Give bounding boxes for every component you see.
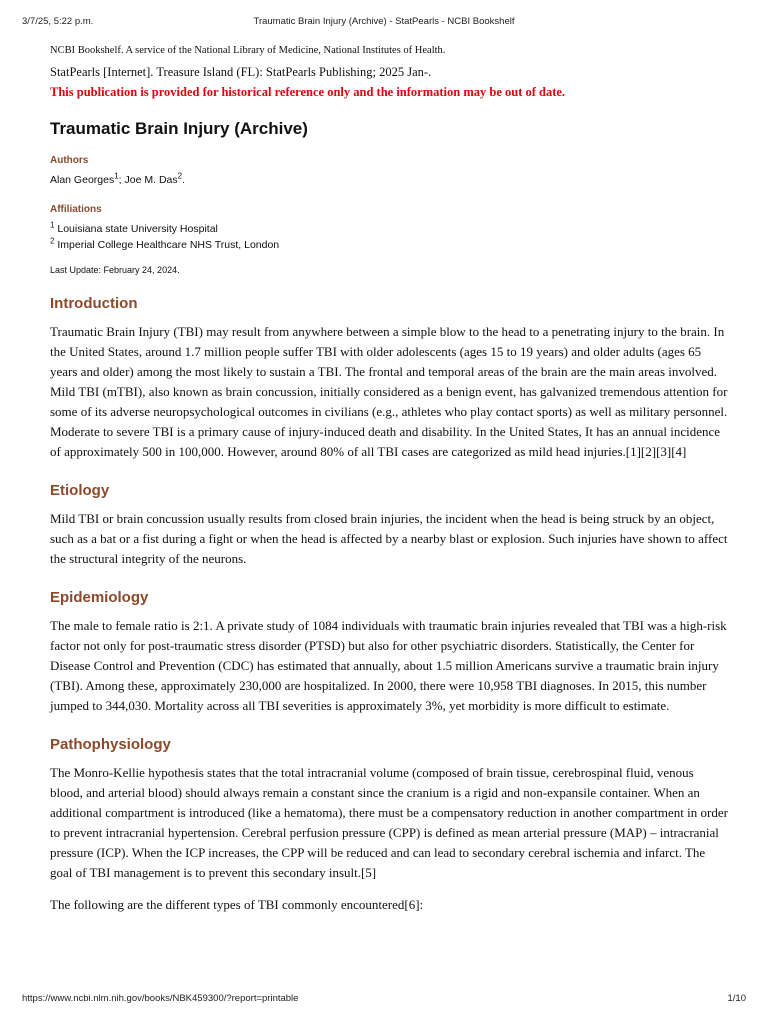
- document-content: [50, 45, 728, 915]
- page-number: 1/10: [727, 993, 746, 1004]
- print-date: 3/7/25, 5:22 p.m.: [22, 16, 94, 27]
- introduction-paragraph: Traumatic Brain Injury (TBI) may result from anywhere between a simple blow to the head to a penetrating injury to the brain. In the United States, around 1.7 million people suffer TBI with older adolescents (ages 15 to 19 years) and older adults (ages 65 years and older) among the most likely to sustain a TBI. The frontal and temporal areas of the brain are the main areas involved. Mild TBI (mTBI), also known as brain concussion, initially considered as a benign event, has galvanized tremendous attention for some of its adverse neuropsychological outcomes in civilians (e.g., athletes who play contact sports) as well as military personnel. Moderate to severe TBI is a primary cause of injury-induced death and disability. In the United States, It has an annual incidence of approximately 500 in 100,000. However, around 80% of all TBI cases are categorized as mild head injuries.[1][2][3][4]: [50, 324, 728, 459]
- affiliation-number: 2: [50, 236, 55, 246]
- author-name[interactable]: Joe M. Das: [124, 174, 178, 186]
- epidemiology-paragraph: The male to female ratio is 2:1. A private study of 1084 individuals with traumatic brain injuries revealed that TBI was a high-risk factor not only for post-traumatic stress disorder (PTSD) but also for other psychiatric disorders. Statistically, the Center for Disease Control and Prevention (CDC) has estimated that annually, about 1.5 million Americans survive a traumatic brain injury (TBI). Among these, approximately 230,000 are hospitalized. In 2000, there were 10,958 TBI diagnoses. In 2015, this number jumped to 344,030. Mortality across all TBI severities is approximately 3%, yet morbidity is more difficult to estimate.: [50, 618, 727, 713]
- author-separator: ;: [118, 174, 125, 186]
- author-affiliation-ref[interactable]: 2: [177, 171, 183, 181]
- authors-list: [50, 172, 728, 188]
- etiology-paragraph: Mild TBI or brain concussion usually results from closed brain injuries, the incident when the head is being struck by an object, such as a bat or a fist during a fight or when the head is affected by a nearby blast or explosion. Such injuries have shown to affect the structural integrity of the neurons.: [50, 511, 728, 566]
- affiliation-item: [50, 237, 728, 253]
- last-update: Last Update: February 24, 2024.: [50, 265, 180, 275]
- authors-label: Authors: [50, 155, 89, 166]
- author-name[interactable]: Alan Georges: [50, 174, 115, 186]
- etiology-heading: Etiology: [50, 482, 110, 499]
- tbi-types-intro-paragraph: The following are the different types of TBI commonly encountered[6]:: [50, 897, 424, 912]
- affiliation-text: Imperial College Healthcare NHS Trust, London: [54, 239, 280, 251]
- affiliations-list: [50, 221, 728, 253]
- pathophysiology-heading: Pathophysiology: [50, 736, 171, 753]
- document-title: Traumatic Brain Injury (Archive): [50, 119, 308, 138]
- affiliation-number: 1: [50, 220, 55, 230]
- print-page-title: Traumatic Brain Injury (Archive) - StatPearls - NCBI Bookshelf: [253, 16, 515, 27]
- author-separator: .: [182, 174, 185, 186]
- affiliations-label: Affiliations: [50, 204, 102, 215]
- bookshelf-line: NCBI Bookshelf. A service of the National Library of Medicine, National Institutes of Health.: [50, 45, 446, 56]
- print-url: https://www.ncbi.nlm.nih.gov/books/NBK459300/?report=printable: [22, 993, 299, 1004]
- archive-warning: This publication is provided for historical reference only and the information may be out of date.: [50, 85, 566, 99]
- publication-line: StatPearls [Internet]. Treasure Island (FL): StatPearls Publishing; 2025 Jan-.: [50, 65, 432, 79]
- author-affiliation-ref[interactable]: 1: [114, 171, 119, 181]
- affiliation-item: [50, 221, 728, 237]
- pathophysiology-paragraph: The Monro-Kellie hypothesis states that the total intracranial volume (composed of brain tissue, cerebrospinal fluid, venous blood, and arterial blood) should always remain a constant since the cranium is a rigid and non-expansile container. When an additional compartment is introduced (like a hematoma), there must be a compensatory reduction in another compartment in order to prevent intracranial hypertension. Cerebral perfusion pressure (CPP) is defined as mean arterial pressure (MAP) – intracranial pressure (ICP). When the ICP increases, the CPP will be reduced and can lead to secondary cerebral ischemia and infarct. The goal of TBI management is to prevent this secondary insult.[5]: [50, 765, 728, 880]
- affiliation-text: Louisiana state University Hospital: [54, 223, 218, 235]
- epidemiology-heading: Epidemiology: [50, 589, 149, 606]
- introduction-heading: Introduction: [50, 295, 138, 312]
